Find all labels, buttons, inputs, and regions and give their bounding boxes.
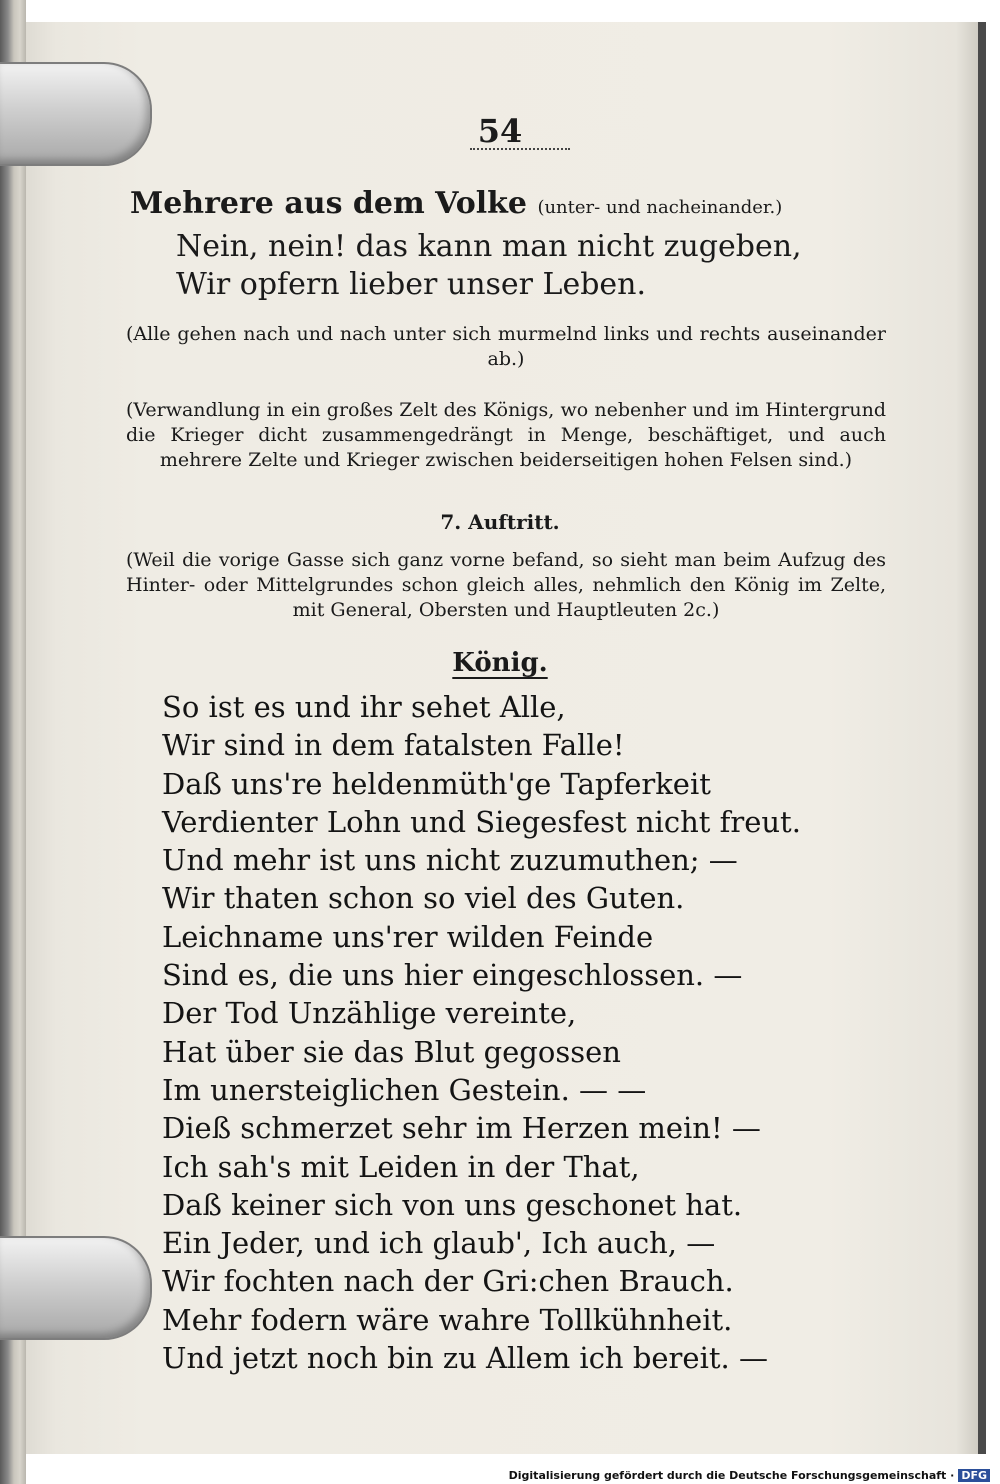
verse-line: Wir fochten nach der Gri:chen Brauch. [162,1264,734,1299]
verse-line: Der Tod Unzählige vereinte, [162,996,577,1031]
page-number: 54 [477,112,523,150]
verse-line: Wir sind in dem fatalsten Falle! [162,728,625,763]
scene-heading: 7. Auftritt. [440,510,560,534]
binding-clip-bottom [0,1236,152,1340]
speaker-group-name: Mehrere aus dem Volke [130,186,527,221]
verse-line: Verdienter Lohn und Siegesfest nicht freut. [162,804,801,839]
verse-list [162,688,882,1377]
stage-direction-exit: (Alle gehen nach und nach unter sich murmelnd links und rechts auseinander ab.) [126,323,886,370]
verse-line: Daß uns're heldenmüth'ge Tapferkeit [162,766,711,801]
verse-line: Im unersteiglichen Gestein. — — [162,1072,647,1107]
verse-line: Sind es, die uns hier eingeschlossen. — [162,958,743,993]
verse-line: Daß keiner sich von uns geschonet hat. [162,1187,743,1222]
verse-line: Leichname uns'rer wilden Feinde [162,919,654,954]
stage-direction-change: (Verwandlung in ein großes Zelt des Königs, wo nebenher und im Hintergrund die Krieger dicht zusammengedrängt in Menge, beschäftiget, und auch mehrere Zelte und Krieger zwischen beiderseitigen hohen Felsen sind.) [126,399,886,471]
verse-line: Dieß schmerzet sehr im Herzen mein! — [162,1111,761,1146]
verse-line: Mehr fodern wäre wahre Tollkühnheit. [162,1302,733,1337]
speaker-group-direction: (unter- und nacheinander.) [537,197,783,218]
group-verse: Nein, nein! das kann man nicht zugeben, [176,229,802,264]
ornament-line [470,148,570,162]
digitization-footer [509,1469,990,1482]
verse-line: So ist es und ihr sehet Alle, [162,690,566,724]
verse-line: Ein Jeder, und ich glaub', Ich auch, — [162,1226,716,1261]
speaker-group [130,186,890,221]
verse-line: Hat über sie das Blut gegossen [162,1034,621,1069]
verse-line: Und mehr ist uns nicht zuzumuthen; — [162,843,738,878]
stage-direction-scene: (Weil die vorige Gasse sich ganz vorne befand, so sieht man beim Aufzug des Hinter- oder Mittelgrundes schon gleich alles, nehmlich den König im Zelte, mit General, Obersten und Hauptleuten 2c.) [126,549,886,621]
verse-line: Und jetzt noch bin zu Allem ich bereit. — [162,1341,768,1376]
dfg-logo: DFG [958,1469,990,1482]
verse-line: Ich sah's mit Leiden in der That, [162,1149,640,1184]
footer-text: Digitalisierung gefördert durch die Deutsche Forschungsgemeinschaft · [508,1469,955,1482]
group-verse: Wir opfern lieber unser Leben. [176,267,647,302]
verse-line: Wir thaten schon so viel des Guten. [162,881,685,916]
speaker-name: König. [452,648,548,678]
